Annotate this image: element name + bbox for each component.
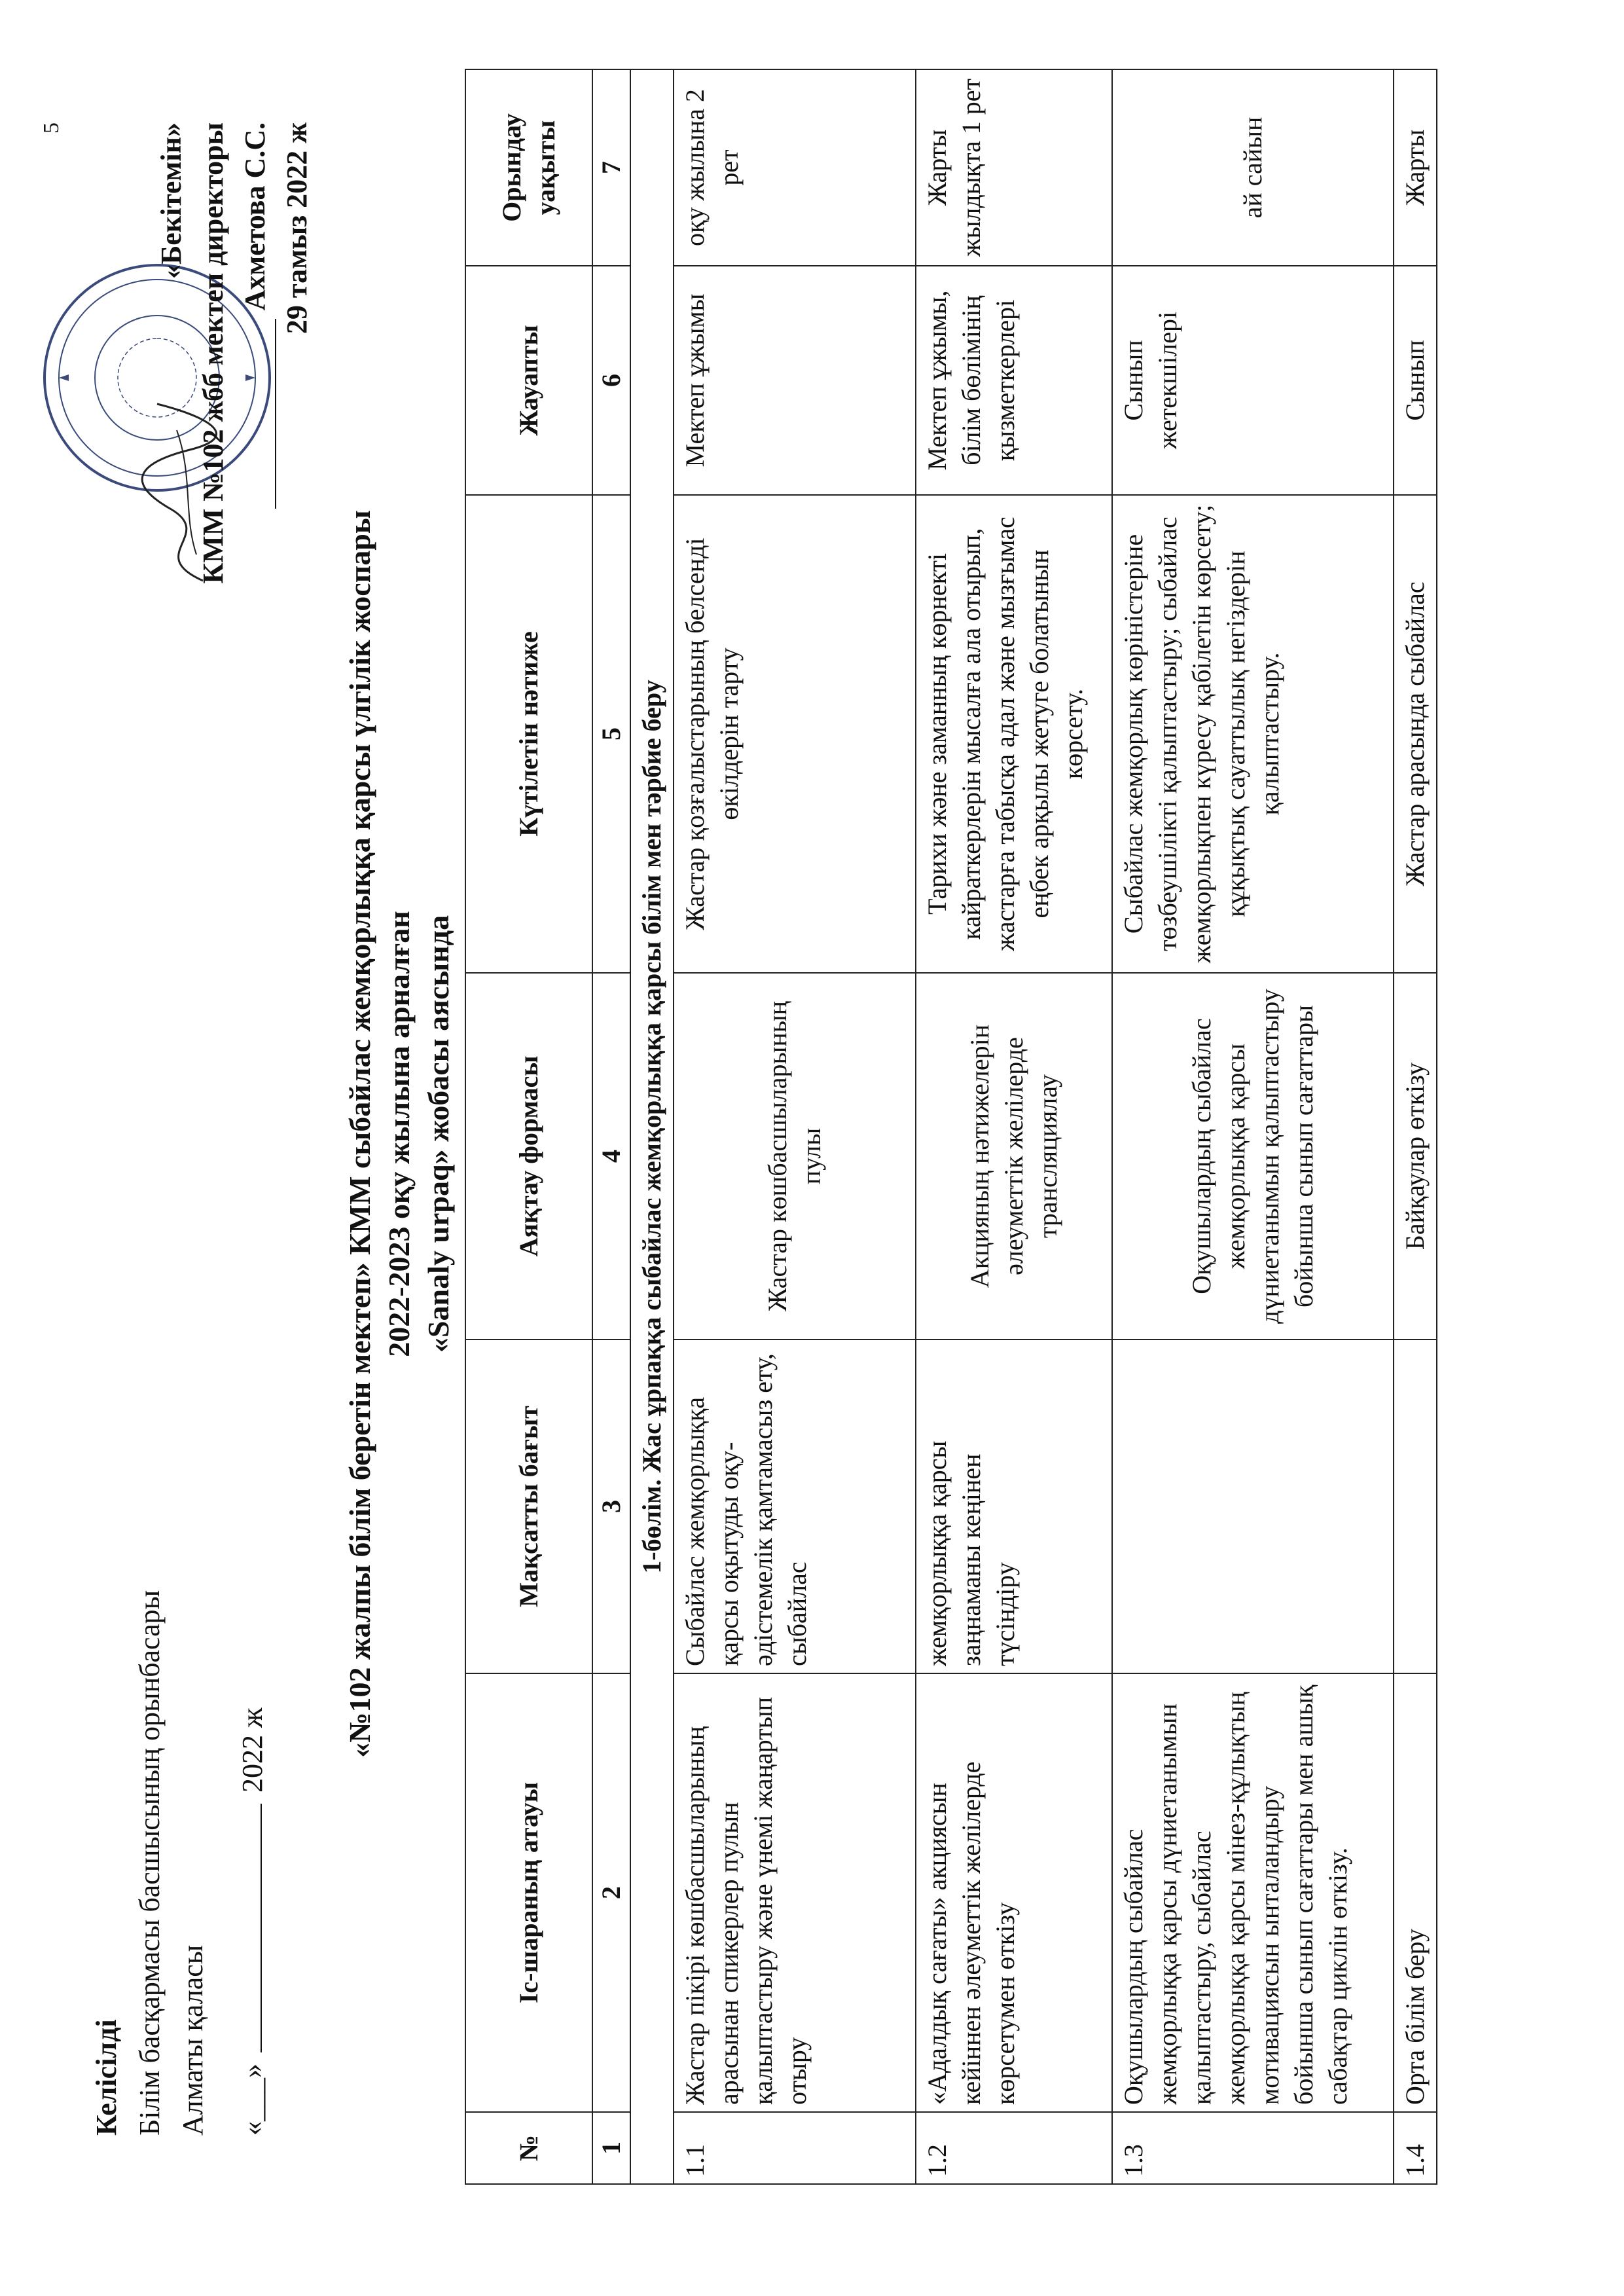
agreed-block <box>85 1590 215 2136</box>
table-row <box>1394 69 1437 2184</box>
approved-block <box>151 122 318 712</box>
header-num: № <box>465 2112 592 2184</box>
title-line3: «Sanaly urpaq» жобасы аясында <box>422 915 455 1353</box>
cell-form: Акцияның нәтижелерін әлеуметтік желілерде трансляциялау <box>916 973 1112 1339</box>
cell-time: Жарты <box>1394 69 1437 266</box>
cell-result: Жастар арасында сыбайлас <box>1394 495 1437 973</box>
section-title: 1-бөлім. Жас ұрпаққа сыбайлас жемқорлыққа қарсы білім мен тәрбие беру <box>630 69 674 2184</box>
colnum: 4 <box>592 973 630 1339</box>
table-header-row <box>465 69 592 2184</box>
colnum: 1 <box>592 2112 630 2184</box>
cell-num: 1.1 <box>674 2112 916 2184</box>
table-row <box>916 69 1112 2184</box>
table-row <box>1112 69 1394 2184</box>
cell-time: ай сайын <box>1112 69 1394 266</box>
agreed-line2: Алматы қаласы <box>177 1944 209 2136</box>
column-number-row <box>592 69 630 2184</box>
cell-result: Тарихи және заманның көрнекті кайраткерлерін мысалға ала отырып, жастарға табысқа адал және мызғымас еңбек арқылы жетуге болатынын көрсету. <box>916 495 1112 973</box>
page-number: 5 <box>39 122 63 134</box>
cell-form: Байқаулар өткізу <box>1394 973 1437 1339</box>
date-blank-line <box>261 1804 262 2052</box>
cell-responsible: Сынып <box>1394 266 1437 495</box>
cell-result: Жастар қозғалыстарының белсенді өкілдерін тарту <box>674 495 916 973</box>
signature-line <box>249 319 276 509</box>
cell-name: Жастар пікірі көшбасшыларының арасынан спикерлер пулын қалыптастыру және үнемі жаңартып отыру <box>674 1673 916 2112</box>
colnum: 3 <box>592 1339 630 1673</box>
section-row <box>630 69 674 2184</box>
cell-form: Оқушылардың сыбайлас жемқорлыққа қарсы дүниетанымын қалыптастыру бойынша сынып сағаттары <box>1112 973 1394 1339</box>
table-row <box>674 69 916 2184</box>
header-name: Іс-шараның атауы <box>465 1673 592 2112</box>
cell-result: Сыбайлас жемқорлық көріністеріне төзбеушілікті қалыптастыру; сыбайлас жемқорлықпен күресу қабілетін көрсету; құқықтық сауаттылық негіздерін қалыптастыру. <box>1112 495 1394 973</box>
cell-time: оқу жылына 2 рет <box>674 69 916 266</box>
cell-responsible: Мектеп ұжымы, білім бөлімінің қызметкерлері <box>916 266 1112 495</box>
approved-signature-row <box>234 122 276 712</box>
header-target: Мақсатты бағыт <box>465 1339 592 1673</box>
title-line1: «№102 жалпы білім беретін мектеп» КММ сыбайлас жемқорлыққа қарсы үлгілік жоспары <box>343 510 376 1758</box>
cell-num: 1.3 <box>1112 2112 1394 2184</box>
title-line2: 2022-2023 оқу жылына арналған <box>382 911 416 1357</box>
cell-name: «Адалдық сағаты» акциясын кейіннен әлеуметтік желілерде көрсетумен өткізу <box>916 1673 1112 2112</box>
header-form: Аяқтау формасы <box>465 973 592 1339</box>
agreed-date-year: 2022 ж <box>236 1707 268 1793</box>
cell-responsible: Мектеп ұжымы <box>674 266 916 495</box>
document-title <box>340 266 458 2001</box>
cell-target <box>1394 1339 1437 1673</box>
approved-label: «Бекітемін» <box>155 122 187 279</box>
cell-form: Жастар көшбасшыларының пулы <box>674 973 916 1339</box>
cell-target: Сыбайлас жемқорлыққа қарсы оқытуды оқу-әдістемелік қамтамасыз ету, сыбайлас <box>674 1339 916 1673</box>
colnum: 6 <box>592 266 630 495</box>
cell-name: Орта білім беру <box>1394 1673 1437 2112</box>
colnum: 5 <box>592 495 630 973</box>
cell-time: Жарты жылдықта 1 рет <box>916 69 1112 266</box>
agreed-label: Келісілді <box>90 2019 122 2136</box>
header-time: Орындау уақыты <box>465 69 592 266</box>
cell-name: Оқушылардың сыбайлас жемқорлыққа қарсы дүниетанымын қалыптастыру, сыбайлас жемқорлыққа қарсы мінез-құлықтың мотивациясын ынталандыру бойынша сынып сағаттары мен ашық сабақтар циклін өткізу. <box>1112 1673 1394 2112</box>
cell-responsible: Сынып жетекшілері <box>1112 266 1394 495</box>
cell-target <box>1112 1339 1394 1673</box>
plan-table <box>465 69 1437 2185</box>
agreed-line1: Білім басқармасы басшысының орынбасары <box>134 1590 166 2136</box>
cell-target: жемқорлыққа қарсы заңнаманы кеңінен түсіндіру <box>916 1339 1112 1673</box>
colnum: 2 <box>592 1673 630 2112</box>
cell-num: 1.2 <box>916 2112 1112 2184</box>
agreed-date-day: «___» <box>236 2064 268 2136</box>
agreed-date <box>236 1708 269 2136</box>
approved-date: 29 тамыз 2022 ж <box>281 122 313 335</box>
header-result: Күтілетін нәтиже <box>465 495 592 973</box>
approved-line1: КММ №102 жбб мектеп директоры <box>197 122 229 584</box>
header-responsible: Жауапты <box>465 266 592 495</box>
approved-name: Ахметова С.С. <box>239 122 271 311</box>
colnum: 7 <box>592 69 630 266</box>
cell-num: 1.4 <box>1394 2112 1437 2184</box>
